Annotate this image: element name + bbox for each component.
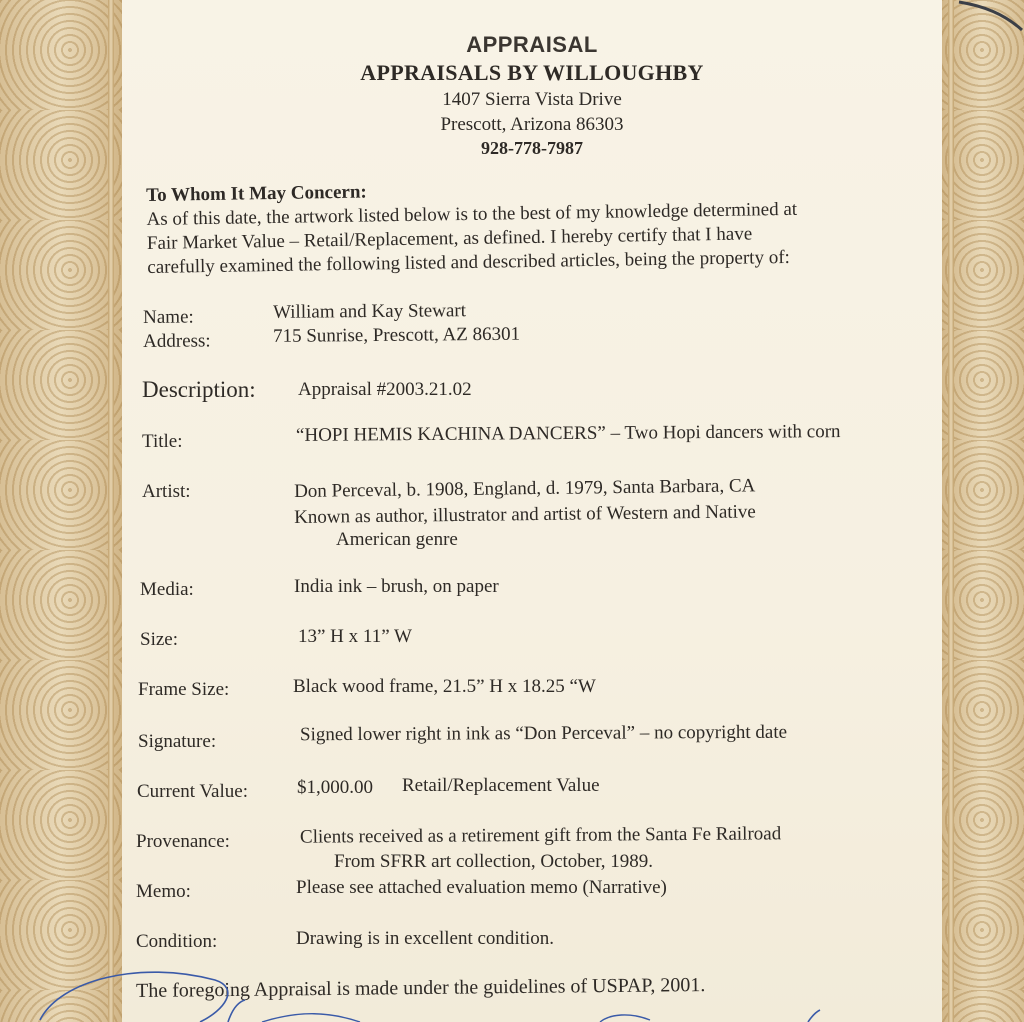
artist-label: Artist: (142, 481, 191, 502)
signature-value: Signed lower right in ink as “Don Perceval” – no copyright date (299, 721, 788, 746)
intro-line: As of this date, the artwork listed below is to the best of my knowledge determined at (146, 198, 798, 230)
current-value-type: Retail/Replacement Value (402, 775, 600, 796)
company-address-line1: 1407 Sierra Vista Drive (442, 89, 622, 110)
provenance-line2: From SFRR art collection, October, 1989. (334, 851, 654, 872)
letterhead (122, 0, 942, 159)
description-label: Description: (142, 377, 256, 402)
memo-label: Memo: (136, 881, 191, 902)
condition-label: Condition: (136, 931, 218, 952)
company-address-line2: Prescott, Arizona 86303 (440, 114, 624, 135)
signature-label: Signature: (138, 731, 217, 752)
frame-size-value: Black wood frame, 21.5” H x 18.25 “W (293, 676, 596, 697)
certificate-border-right (942, 0, 1024, 1022)
title-label: Title: (142, 431, 183, 452)
artist-line2: Known as author, illustrator and artist of Western and Native (294, 501, 756, 528)
provenance-label: Provenance: (136, 831, 230, 852)
intro-line: Fair Market Value – Retail/Replacement, as defined. I hereby certify that I have (146, 223, 753, 254)
uspap-statement: The foregoing Appraisal is made under the guidelines of USPAP, 2001. (136, 974, 706, 1002)
company-phone: 928-778-7987 (481, 138, 583, 158)
salutation: To Whom It May Concern: (146, 181, 367, 206)
media-label: Media: (140, 579, 194, 600)
appraisal-document (122, 0, 942, 1022)
artist-line1: Don Perceval, b. 1908, England, d. 1979, Santa Barbara, CA (294, 475, 756, 502)
intro-paragraph (146, 172, 907, 280)
certificate-border-left (0, 0, 122, 1022)
frame-size-label: Frame Size: (138, 679, 230, 700)
artist-line3: American genre (336, 529, 458, 550)
document-title: APPRAISAL (466, 32, 598, 57)
company-name: APPRAISALS BY WILLOUGHBY (360, 60, 704, 85)
paper-clip-icon (954, 0, 1024, 40)
description-value: Appraisal #2003.21.02 (298, 379, 472, 400)
condition-value: Drawing is in excellent condition. (296, 928, 555, 949)
provenance-line1: Clients received as a retirement gift from the Santa Fe Railroad (299, 823, 782, 848)
owner-name-value: William and Kay Stewart (272, 300, 467, 323)
intro-line: carefully examined the following listed and described articles, being the property of: (147, 246, 791, 278)
size-label: Size: (140, 629, 178, 650)
owner-name-label: Name: (143, 306, 194, 328)
owner-address-value: 715 Sunrise, Prescott, AZ 86301 (272, 323, 521, 347)
current-value-label: Current Value: (137, 781, 248, 802)
size-value: 13” H x 11” W (298, 626, 412, 647)
current-value-amount: $1,000.00 (297, 777, 373, 798)
owner-address-label: Address: (143, 330, 211, 352)
media-value: India ink – brush, on paper (294, 576, 499, 597)
memo-value: Please see attached evaluation memo (Narrative) (296, 877, 667, 898)
title-value: “HOPI HEMIS KACHINA DANCERS” – Two Hopi dancers with corn (295, 421, 841, 446)
